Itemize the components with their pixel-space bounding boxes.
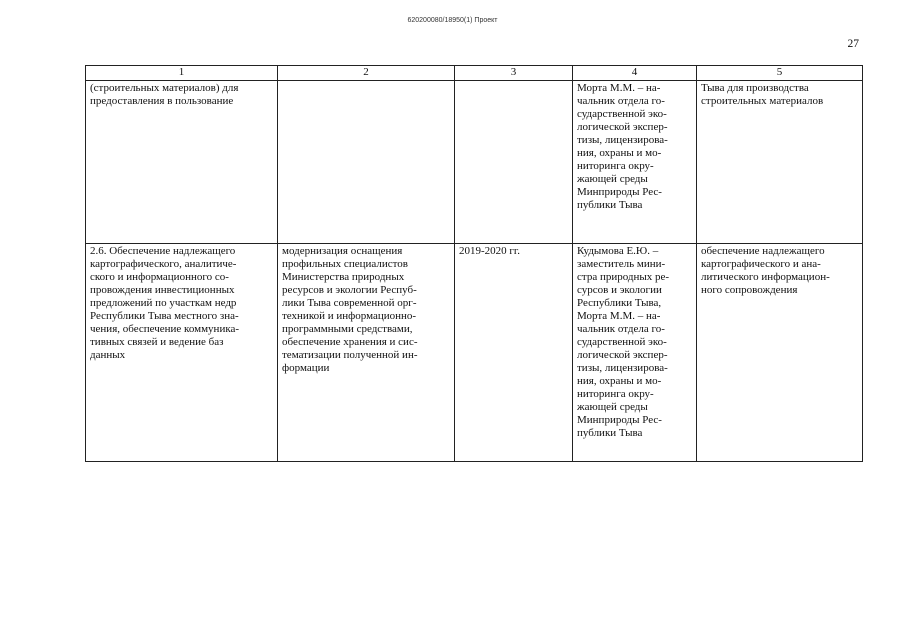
cell-text-line: 2.6. Обеспечение надлежащего [90,245,236,257]
cell-text-line: чальник отдела го- [577,95,665,107]
cell-text-line: Минприроды Рес- [577,414,662,426]
cell-result [697,244,863,462]
cell-text-line: предоставления в пользование [90,95,234,107]
cell-text-line: Минприроды Рес- [577,186,662,198]
cell-action [278,244,455,462]
cell-text-line: провождения инвестиционных [90,284,235,296]
column-header-2: 2 [278,66,455,81]
cell-text-line: тивных связей и ведение баз [90,336,224,348]
cell-text-line: Республики Тыва, [577,297,662,309]
column-header-4: 4 [573,66,697,81]
cell-text-line: публики Тыва [577,199,643,211]
table-row [86,244,863,462]
cell-term [455,244,573,462]
cell-action [278,81,455,244]
column-number-row [86,66,863,81]
cell-text-line: картографического, аналитиче- [90,258,237,270]
cell-text-line: Министерства природных [282,271,405,283]
cell-text-line: логической экспер- [577,121,668,133]
cell-text-line: программными средствами, [282,323,413,335]
cell-text-line: тематизации полученной ин- [282,349,418,361]
cell-text-line: сударственной эко- [577,336,667,348]
cell-text-line: тизы, лицензирова- [577,362,668,374]
cell-text-line: (строительных материалов) для [90,82,239,94]
cell-text-line: картографического и ана- [701,258,821,270]
cell-measure [86,81,278,244]
cell-text-line: техникой и информационно- [282,310,417,322]
cell-text-line: данных [90,349,126,361]
cell-measure [86,244,278,462]
cell-text-line: Тыва для производства [701,82,809,94]
cell-text-line: 2019-2020 гг. [459,245,520,257]
cell-text-line: ниторинга окру- [577,388,654,400]
column-header-3: 3 [455,66,573,81]
table-row [86,81,863,244]
cell-text-line: формации [282,362,330,374]
cell-text-line: Морта М.М. – на- [577,82,661,94]
cell-responsible [573,81,697,244]
cell-text-line: строительных материалов [701,95,824,107]
cell-text-line: чальник отдела го- [577,323,665,335]
column-header-5: 5 [697,66,863,81]
cell-text-line: ния, охраны и мо- [577,147,662,159]
cell-text-line: чения, обеспечение коммуника- [90,323,240,335]
cell-text-line: ниторинга окру- [577,160,654,172]
cell-text-line: жающей среды [577,173,648,185]
cell-result [697,81,863,244]
column-header-1: 1 [86,66,278,81]
cell-text-line: обеспечение надлежащего [701,245,825,257]
measures-table [85,65,863,462]
cell-term [455,81,573,244]
cell-text-line: ресурсов и экологии Респуб- [282,284,417,296]
cell-text-line: Морта М.М. – на- [577,310,661,322]
cell-text-line: профильных специалистов [282,258,408,270]
cell-text-line: заместитель мини- [577,258,666,270]
cell-text-line: Республики Тыва местного зна- [90,310,239,322]
cell-text-line: публики Тыва [577,427,643,439]
cell-text-line: ного сопровождения [701,284,798,296]
cell-text-line: сударственной эко- [577,108,667,120]
cell-text-line: обеспечение хранения и сис- [282,336,418,348]
cell-text-line: тизы, лицензирова- [577,134,668,146]
cell-text-line: Кудымова Е.Ю. – [577,245,659,257]
cell-text-line: литического информацион- [701,271,830,283]
page-number: 27 [847,38,859,50]
cell-text-line: сурсов и экологии [577,284,662,296]
cell-responsible [573,244,697,462]
cell-text-line: логической экспер- [577,349,668,361]
cell-text-line: ского и информационного со- [90,271,229,283]
cell-text-line: стра природных ре- [577,271,670,283]
cell-text-line: предложений по участкам недр [90,297,237,309]
cell-text-line: лики Тыва современной орг- [282,297,417,309]
cell-text-line: модернизация оснащения [282,245,403,257]
cell-text-line: ния, охраны и мо- [577,375,662,387]
cell-text-line: жающей среды [577,401,648,413]
document-code: 620200080/18950(1) Проект [407,17,498,24]
